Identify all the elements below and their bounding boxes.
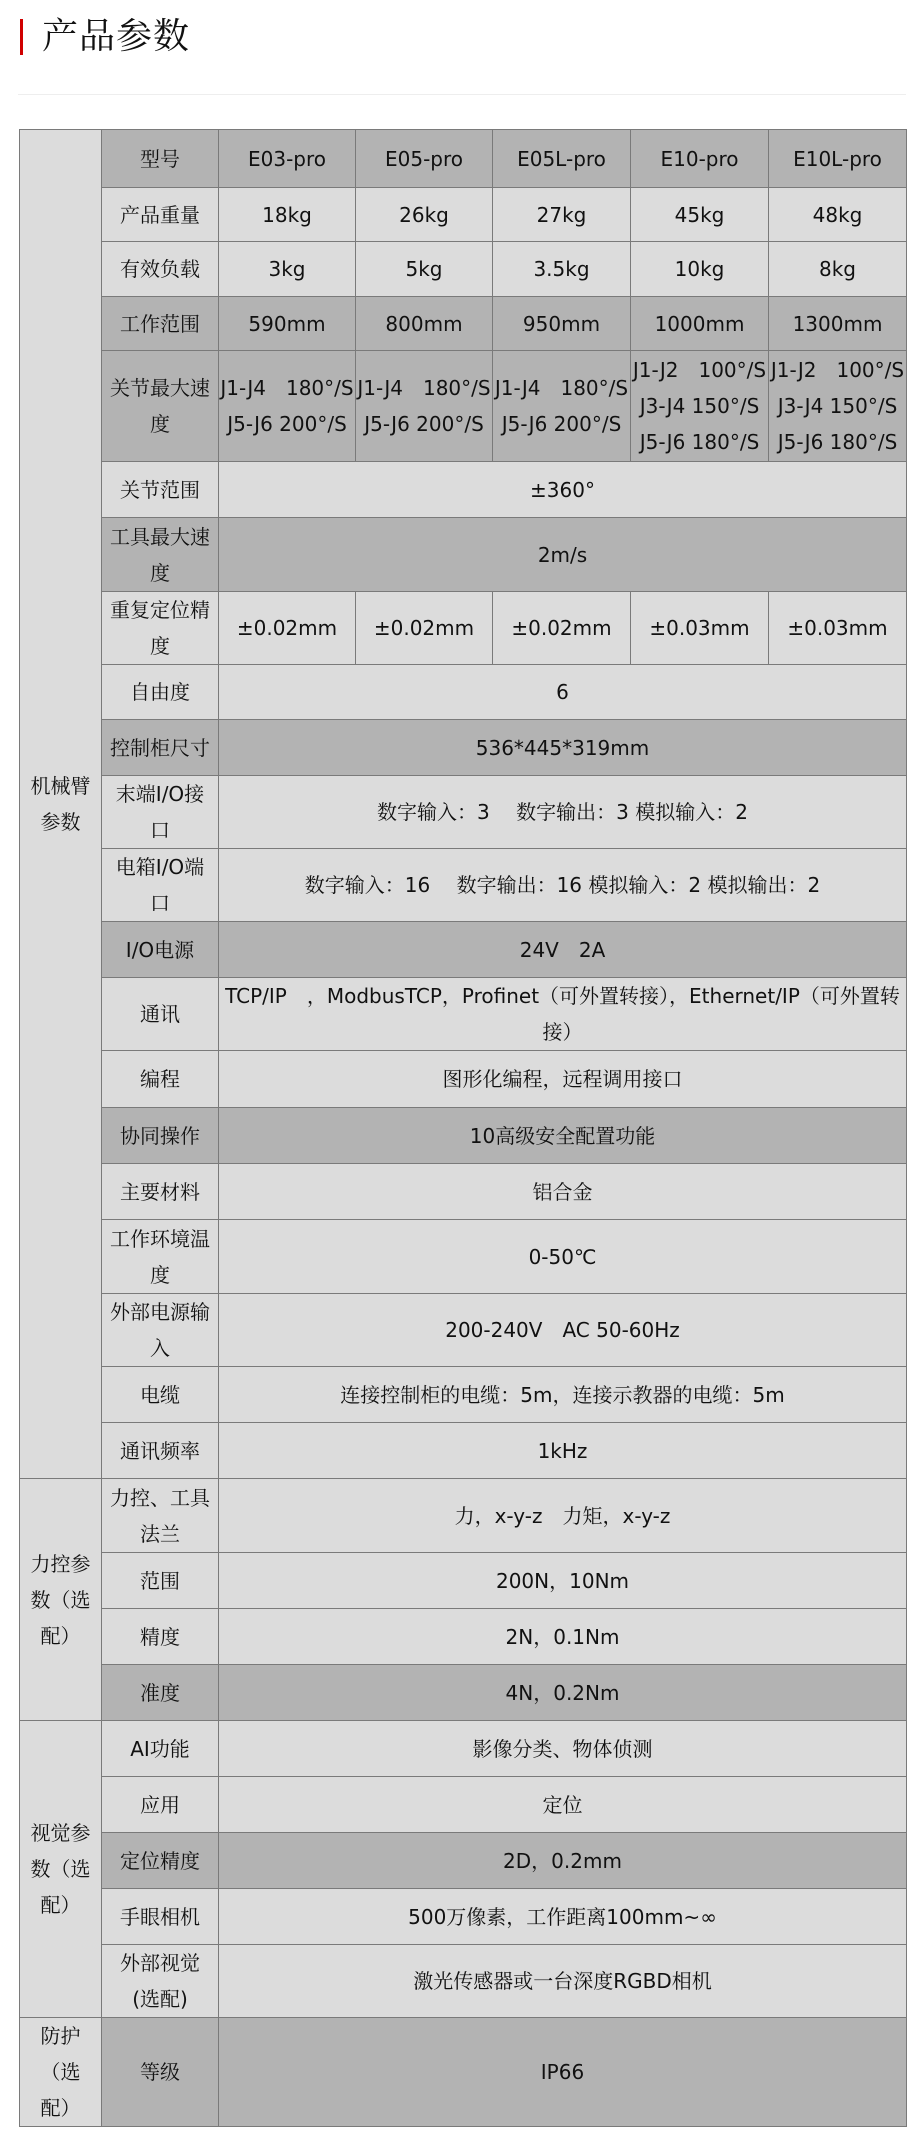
- spec-row: [20, 1051, 907, 1108]
- spec-value: ±360°: [219, 462, 907, 518]
- spec-value: 10高级安全配置功能: [219, 1108, 907, 1164]
- row-label: 工作范围: [102, 297, 219, 351]
- spec-value: 2N，0.1Nm: [219, 1609, 907, 1665]
- row-label: 定位精度: [102, 1833, 219, 1889]
- row-label: 产品重量: [102, 188, 219, 242]
- spec-table: [19, 129, 907, 2127]
- speed-lines: [220, 370, 354, 442]
- page-header: [0, 0, 919, 96]
- row-label: 准度: [102, 1665, 219, 1721]
- spec-row: [20, 1609, 907, 1665]
- group-label-force: 力控参数（选配）: [20, 1479, 102, 1721]
- spec-value: 数字输入：3 数字输出：3 模拟输入：2: [219, 776, 907, 849]
- speed-line: J1-J4 180°/S: [494, 376, 629, 400]
- spec-value: 1kHz: [219, 1423, 907, 1479]
- spec-row: [20, 592, 907, 665]
- row-label: 电缆: [102, 1367, 219, 1423]
- spec-value: TCP/IP ，ModbusTCP，Profinet（可外置转接），Ethernet/IP（可外置转接）: [219, 978, 907, 1051]
- spec-value: 连接控制柜的电缆：5m，连接示教器的电缆：5m: [219, 1367, 907, 1423]
- spec-row: [20, 1164, 907, 1220]
- spec-value: 500万像素，工作距离100mm~∞: [219, 1889, 907, 1945]
- speed-line: J1-J2 100°/S: [632, 358, 767, 382]
- spec-row: [20, 130, 907, 188]
- row-label: 精度: [102, 1609, 219, 1665]
- spec-cell: 48kg: [769, 188, 907, 242]
- spec-value: 定位: [219, 1777, 907, 1833]
- row-label: 协同操作: [102, 1108, 219, 1164]
- spec-cell: [493, 351, 631, 462]
- spec-cell: 1000mm: [631, 297, 769, 351]
- row-label: 自由度: [102, 665, 219, 720]
- spec-row: [20, 720, 907, 776]
- spec-row: [20, 242, 907, 297]
- row-label: 主要材料: [102, 1164, 219, 1220]
- row-label: 型号: [102, 130, 219, 188]
- speed-lines: [357, 370, 491, 442]
- spec-cell: 45kg: [631, 188, 769, 242]
- speed-lines: [494, 370, 629, 442]
- spec-value: 6: [219, 665, 907, 720]
- spec-value: 影像分类、物体侦测: [219, 1721, 907, 1777]
- row-label: 末端I/O接口: [102, 776, 219, 849]
- spec-row: [20, 2018, 907, 2127]
- row-label: 力控、工具法兰: [102, 1479, 219, 1553]
- row-label: 外部视觉(选配): [102, 1945, 219, 2018]
- row-label: 通讯频率: [102, 1423, 219, 1479]
- spec-row: [20, 1220, 907, 1294]
- spec-cell: ±0.03mm: [769, 592, 907, 665]
- row-label: 控制柜尺寸: [102, 720, 219, 776]
- row-label: 有效负载: [102, 242, 219, 297]
- spec-row: [20, 1479, 907, 1553]
- spec-cell: 26kg: [356, 188, 493, 242]
- speed-line: J5-J6 200°/S: [501, 412, 622, 436]
- spec-row: [20, 1367, 907, 1423]
- spec-cell: 27kg: [493, 188, 631, 242]
- spec-row: [20, 1945, 907, 2018]
- spec-row: [20, 978, 907, 1051]
- row-label: 范围: [102, 1553, 219, 1609]
- model-name: E05L-pro: [493, 130, 631, 188]
- row-label: 关节最大速度: [102, 351, 219, 462]
- spec-value: 4N，0.2Nm: [219, 1665, 907, 1721]
- spec-row: [20, 1553, 907, 1609]
- row-label: 工具最大速度: [102, 518, 219, 592]
- group-label-protection: 防护（选配）: [20, 2018, 102, 2127]
- spec-value: 536*445*319mm: [219, 720, 907, 776]
- row-label: 手眼相机: [102, 1889, 219, 1945]
- speed-lines: [770, 352, 905, 460]
- spec-cell: 800mm: [356, 297, 493, 351]
- speed-line: J5-J6 180°/S: [639, 430, 760, 454]
- spec-row: [20, 665, 907, 720]
- spec-row: [20, 518, 907, 592]
- spec-cell: [769, 351, 907, 462]
- spec-row: [20, 1889, 907, 1945]
- group-label-arm: 机械臂参数: [20, 130, 102, 1479]
- spec-cell: [631, 351, 769, 462]
- spec-cell: 18kg: [219, 188, 356, 242]
- spec-row: [20, 462, 907, 518]
- spec-row: [20, 297, 907, 351]
- row-label: 工作环境温度: [102, 1220, 219, 1294]
- spec-value: 力，x-y-z 力矩，x-y-z: [219, 1479, 907, 1553]
- row-label: I/O电源: [102, 922, 219, 978]
- model-name: E03-pro: [219, 130, 356, 188]
- spec-value: 图形化编程，远程调用接口: [219, 1051, 907, 1108]
- spec-row: [20, 188, 907, 242]
- spec-row: [20, 1423, 907, 1479]
- spec-value: 200N，10Nm: [219, 1553, 907, 1609]
- spec-cell: 950mm: [493, 297, 631, 351]
- spec-row: [20, 1777, 907, 1833]
- speed-line: J1-J4 180°/S: [220, 376, 354, 400]
- spec-cell: 3.5kg: [493, 242, 631, 297]
- spec-value: 24V 2A: [219, 922, 907, 978]
- speed-line: J3-J4 150°/S: [639, 394, 760, 418]
- page-title: 产品参数: [42, 16, 191, 57]
- spec-row: [20, 1833, 907, 1889]
- spec-cell: 1300mm: [769, 297, 907, 351]
- row-label: 电箱I/O端口: [102, 849, 219, 922]
- row-label: 关节范围: [102, 462, 219, 518]
- row-label: 通讯: [102, 978, 219, 1051]
- speed-lines: [632, 352, 767, 460]
- speed-line: J1-J2 100°/S: [770, 358, 905, 382]
- spec-cell: ±0.02mm: [356, 592, 493, 665]
- spec-cell: [219, 351, 356, 462]
- spec-row: [20, 1721, 907, 1777]
- spec-value: IP66: [219, 2018, 907, 2127]
- spec-value: 数字输入：16 数字输出：16 模拟输入：2 模拟输出：2: [219, 849, 907, 922]
- spec-value: 激光传感器或一台深度RGBD相机: [219, 1945, 907, 2018]
- spec-value: 2m/s: [219, 518, 907, 592]
- group-label-vision: 视觉参数（选配）: [20, 1721, 102, 2018]
- spec-row: [20, 776, 907, 849]
- spec-value: 铝合金: [219, 1164, 907, 1220]
- spec-value: 0-50℃: [219, 1220, 907, 1294]
- spec-cell: 8kg: [769, 242, 907, 297]
- speed-line: J5-J6 200°/S: [227, 412, 347, 436]
- spec-row: [20, 922, 907, 978]
- spec-cell: ±0.03mm: [631, 592, 769, 665]
- model-name: E10L-pro: [769, 130, 907, 188]
- speed-line: J3-J4 150°/S: [777, 394, 898, 418]
- spec-cell: 590mm: [219, 297, 356, 351]
- row-label: 等级: [102, 2018, 219, 2127]
- row-label: 重复定位精度: [102, 592, 219, 665]
- speed-line: J5-J6 180°/S: [777, 430, 898, 454]
- spec-cell: [356, 351, 493, 462]
- spec-cell: 3kg: [219, 242, 356, 297]
- speed-line: J5-J6 200°/S: [364, 412, 484, 436]
- header-divider: [18, 94, 906, 95]
- spec-value: 2D，0.2mm: [219, 1833, 907, 1889]
- row-label: 编程: [102, 1051, 219, 1108]
- spec-row: [20, 849, 907, 922]
- spec-row: [20, 1665, 907, 1721]
- model-name: E05-pro: [356, 130, 493, 188]
- speed-line: J1-J4 180°/S: [357, 376, 491, 400]
- spec-row: [20, 1294, 907, 1367]
- spec-cell: 10kg: [631, 242, 769, 297]
- row-label: 外部电源输入: [102, 1294, 219, 1367]
- title-accent-bar: [20, 19, 23, 55]
- spec-cell: 5kg: [356, 242, 493, 297]
- spec-row: [20, 1108, 907, 1164]
- spec-cell: ±0.02mm: [219, 592, 356, 665]
- model-name: E10-pro: [631, 130, 769, 188]
- spec-cell: ±0.02mm: [493, 592, 631, 665]
- spec-row: [20, 351, 907, 462]
- row-label: AI功能: [102, 1721, 219, 1777]
- spec-value: 200-240V AC 50-60Hz: [219, 1294, 907, 1367]
- row-label: 应用: [102, 1777, 219, 1833]
